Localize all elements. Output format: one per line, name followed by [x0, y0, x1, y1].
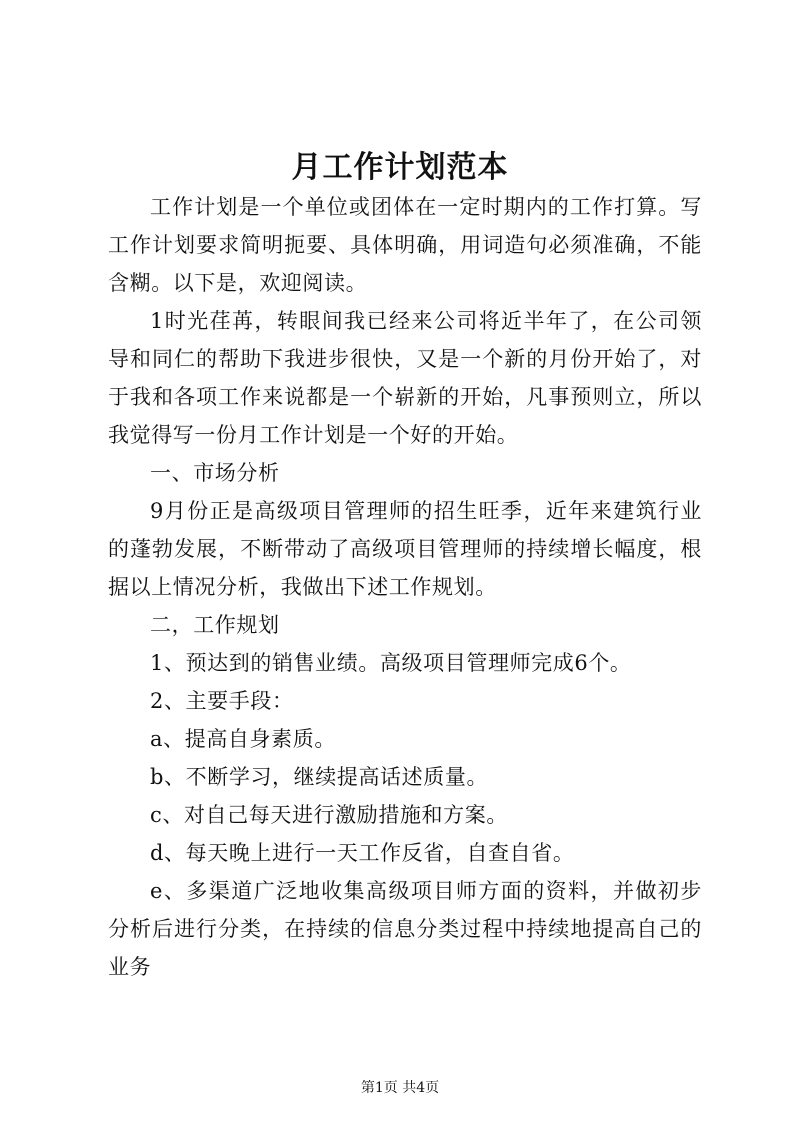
list-item-main-methods: 2、主要手段：	[150, 689, 294, 713]
section-heading-work-plan: 二，工作规划	[150, 613, 280, 637]
list-item-a: a、提高自身素质。	[150, 727, 336, 751]
list-item-e: e、多渠道广泛地收集高级项目师方面的资料，并做初步分析后进行分类，在持续的信息分类过程中持续地提高自己的业务	[108, 879, 702, 979]
list-item-b: b、不断学习，继续提高话述质量。	[150, 765, 489, 789]
paragraph-intro: 工作计划是一个单位或团体在一定时期内的工作打算。写工作计划要求简明扼要、具体明确，用词造句必须准确，不能含糊。以下是，欢迎阅读。	[108, 195, 702, 295]
paragraph-opening: 1时光荏苒，转眼间我已经来公司将近半年了，在公司领导和同仁的帮助下我进步很快，又是一个新的月份开始了，对于我和各项工作来说都是一个崭新的开始，凡事预则立，所以我觉得写一份月工作计划是一个好的开始。	[108, 309, 702, 447]
document-title: 月工作计划范本	[291, 150, 509, 185]
page-number-footer: 第1页 共4页	[360, 1080, 440, 1096]
paragraph-market-analysis: 9月份正是高级项目管理师的招生旺季，近年来建筑行业的蓬勃发展，不断带动了高级项目管理师的持续增长幅度，根据以上情况分析，我做出下述工作规划。	[108, 499, 702, 599]
section-heading-market-analysis: 一、市场分析	[150, 461, 280, 485]
list-item-c: c、对自己每天进行激励措施和方案。	[150, 803, 508, 827]
list-item-d: d、每天晚上进行一天工作反省，自查自省。	[150, 841, 575, 865]
list-item-sales-target: 1、预达到的销售业绩。高级项目管理师完成6个。	[150, 651, 632, 675]
document-body	[108, 188, 702, 986]
